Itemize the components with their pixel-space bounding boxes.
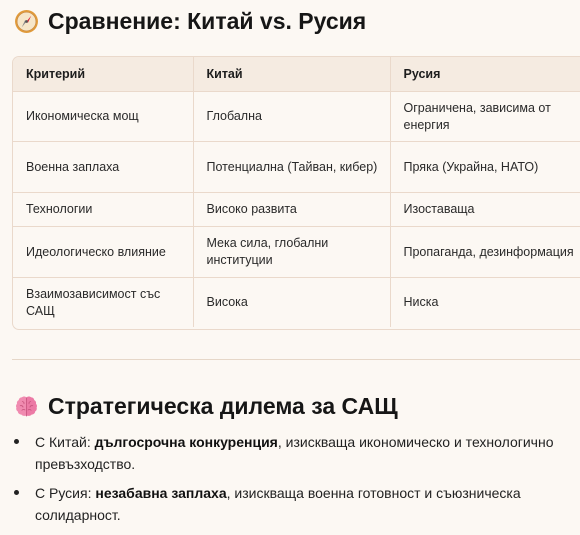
list-item-emphasis: дългосрочна конкуренция — [94, 434, 278, 450]
table-cell: Ниска — [390, 278, 580, 328]
table-cell: Високо развита — [193, 193, 390, 227]
list-item — [0, 431, 580, 475]
table-cell: Мека сила, глобални институции — [193, 227, 390, 278]
section-divider — [12, 359, 580, 360]
page-title: Сравнение: Китай vs. Русия — [48, 7, 367, 34]
table-cell: Висока — [193, 278, 390, 328]
table-cell: Пропаганда, дезинформация — [390, 227, 580, 278]
table-cell: Пряка (Украйна, НАТО) — [390, 142, 580, 193]
brain-icon — [14, 394, 39, 419]
table-row — [13, 193, 580, 227]
table-cell: Взаимозависимост със САЩ — [13, 278, 193, 328]
compass-icon — [14, 9, 39, 34]
section-title: Стратегическа дилема за САЩ — [48, 392, 398, 419]
table-row — [13, 92, 580, 142]
section-heading-dilemma — [14, 389, 398, 423]
list-item-text: , изискваща икономическо и технологично превъзходство. — [35, 434, 554, 472]
list-item-emphasis: незабавна заплаха — [95, 485, 227, 501]
comparison-table — [12, 56, 580, 330]
list-item-prefix: С Русия: — [35, 485, 96, 501]
bullet-icon — [14, 439, 19, 444]
table-row — [13, 227, 580, 278]
table-cell: Потенциална (Тайван, кибер) — [193, 142, 390, 193]
table-cell: Глобална — [193, 92, 390, 142]
table-row — [13, 142, 580, 193]
list-item — [0, 482, 580, 526]
table-cell: Идеологическо влияние — [13, 227, 193, 278]
table-cell: Ограничена, зависима от енергия — [390, 92, 580, 142]
column-header-russia: Русия — [390, 57, 580, 92]
column-header-criterion: Критерий — [13, 57, 193, 92]
table-row — [13, 278, 580, 328]
list-item-prefix: С Китай: — [35, 434, 95, 450]
table-cell: Икономическа мощ — [13, 92, 193, 142]
table-cell: Технологии — [13, 193, 193, 227]
column-header-china: Китай — [193, 57, 390, 92]
table-cell: Изоставаща — [390, 193, 580, 227]
list-item-text: , изискваща военна готовност и съюзническа солидарност. — [35, 485, 521, 523]
table-header-row — [13, 57, 580, 92]
dilemma-list — [0, 431, 580, 533]
bullet-icon — [14, 490, 19, 495]
section-heading-comparison — [14, 5, 366, 37]
table-cell: Военна заплаха — [13, 142, 193, 193]
